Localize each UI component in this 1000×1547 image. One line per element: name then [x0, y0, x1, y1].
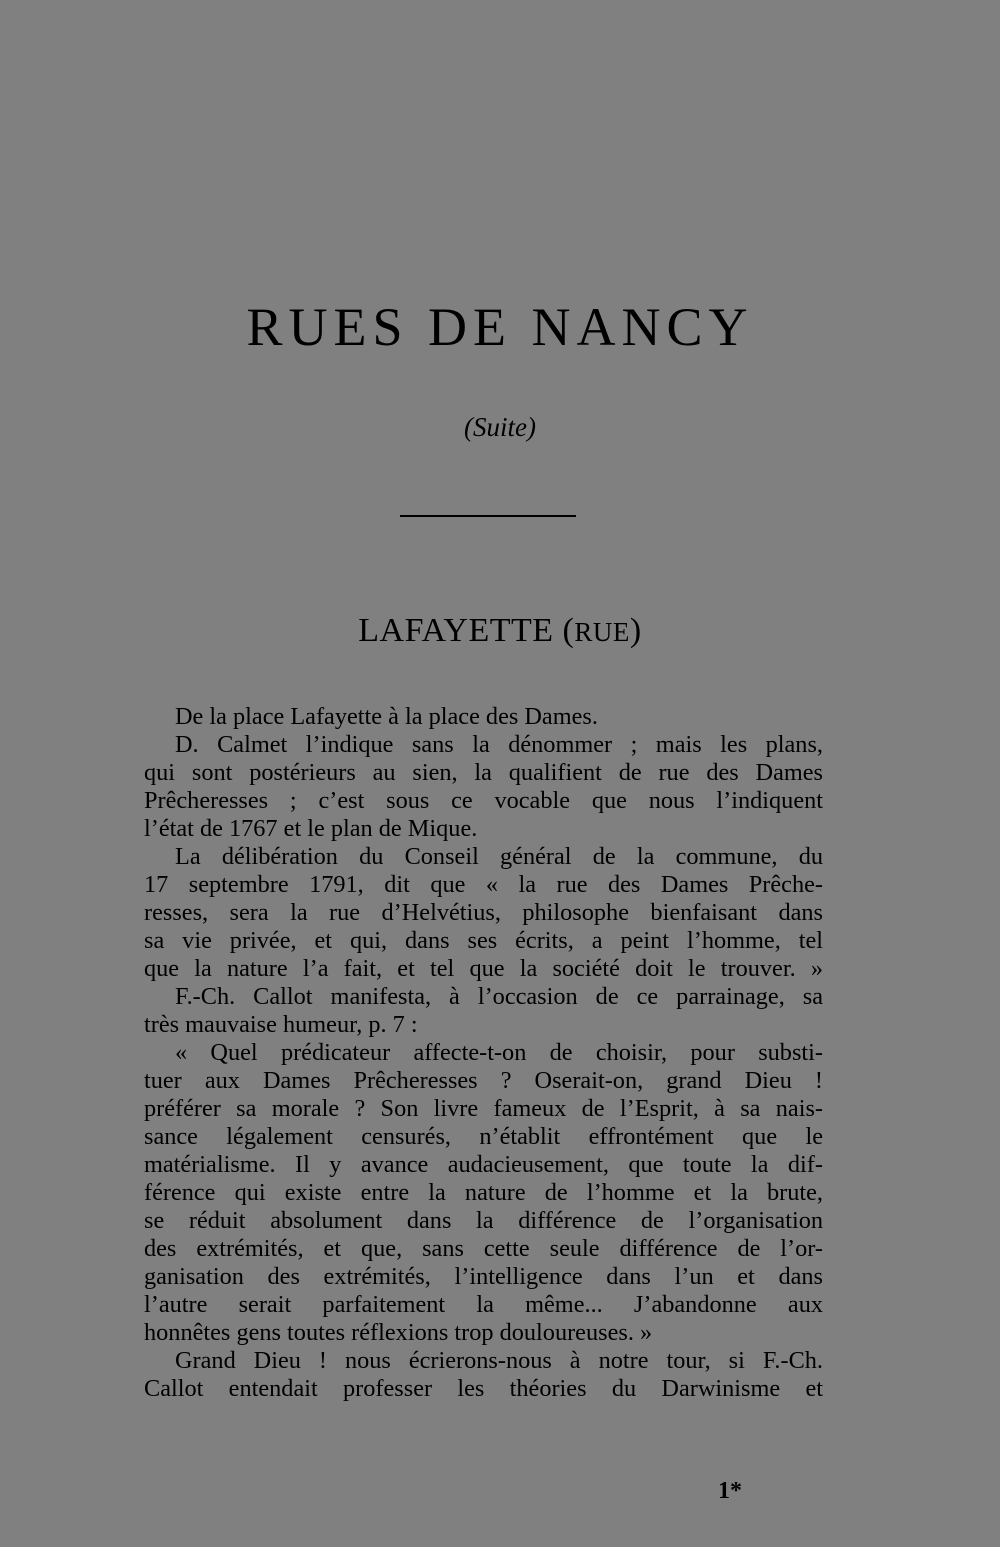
page-title: RUES DE NANCY	[246, 297, 754, 357]
text-line: Prêcheresses ; c’est sous ce vocable que nous l’indiquent	[144, 787, 823, 814]
section-heading	[0, 612, 1000, 650]
text-line: l’état de 1767 et le plan de Mique.	[144, 815, 478, 842]
text-line: Callot entendait professer les théories du Darwinisme et	[144, 1375, 823, 1402]
text-line: F.-Ch. Callot manifesta, à l’occasion de ce parrainage, sa	[175, 983, 823, 1010]
text-line: matérialisme. Il y avance audacieusement, que toute la dif-	[144, 1151, 823, 1178]
subtitle: (Suite)	[464, 412, 536, 442]
body-text	[144, 703, 823, 1403]
text-line: sance légalement censurés, n’établit effrontément que le	[144, 1123, 823, 1150]
text-line: D. Calmet l’indique sans la dénommer ; mais les plans,	[175, 731, 823, 758]
text-line: tuer aux Dames Prêcheresses ? Oserait-on, grand Dieu !	[144, 1067, 823, 1094]
text-line: que la nature l’a fait, et tel que la société doit le trouver. »	[144, 955, 823, 982]
text-line: De la place Lafayette à la place des Dames.	[175, 703, 598, 730]
section-heading-main: LAFAYETTE (	[358, 612, 575, 649]
text-line: ganisation des extrémités, l’intelligence dans l’un et dans	[144, 1263, 823, 1290]
text-line: honnêtes gens toutes réflexions trop douloureuses. »	[144, 1319, 653, 1346]
title-divider	[400, 515, 576, 517]
text-line: l’autre serait parfaitement la même... J’abandonne aux	[144, 1291, 823, 1318]
text-line: La délibération du Conseil général de la commune, du	[175, 843, 823, 870]
text-line: se réduit absolument dans la différence de l’organisation	[144, 1207, 823, 1234]
text-line: qui sont postérieurs au sien, la qualifient de rue des Dames	[144, 759, 823, 786]
section-heading-close: )	[629, 612, 642, 649]
text-line: férence qui existe entre la nature de l’homme et la brute,	[144, 1179, 823, 1206]
page-number: 1*	[718, 1478, 742, 1504]
section-heading-smallcaps: RUE	[574, 617, 630, 647]
text-line: « Quel prédicateur affecte-t-on de choisir, pour substi-	[175, 1039, 823, 1066]
text-line: resses, sera la rue d’Helvétius, philosophe bienfaisant dans	[144, 899, 823, 926]
text-line: très mauvaise humeur, p. 7 :	[144, 1011, 418, 1038]
text-line: préférer sa morale ? Son livre fameux de l’Esprit, à sa nais-	[144, 1095, 823, 1122]
text-line: sa vie privée, et qui, dans ses écrits, a peint l’homme, tel	[144, 927, 823, 954]
text-line: Grand Dieu ! nous écrierons-nous à notre tour, si F.-Ch.	[175, 1347, 823, 1374]
text-line: des extrémités, et que, sans cette seule différence de l’or-	[144, 1235, 823, 1262]
text-line: 17 septembre 1791, dit que « la rue des Dames Prêche-	[144, 871, 823, 898]
